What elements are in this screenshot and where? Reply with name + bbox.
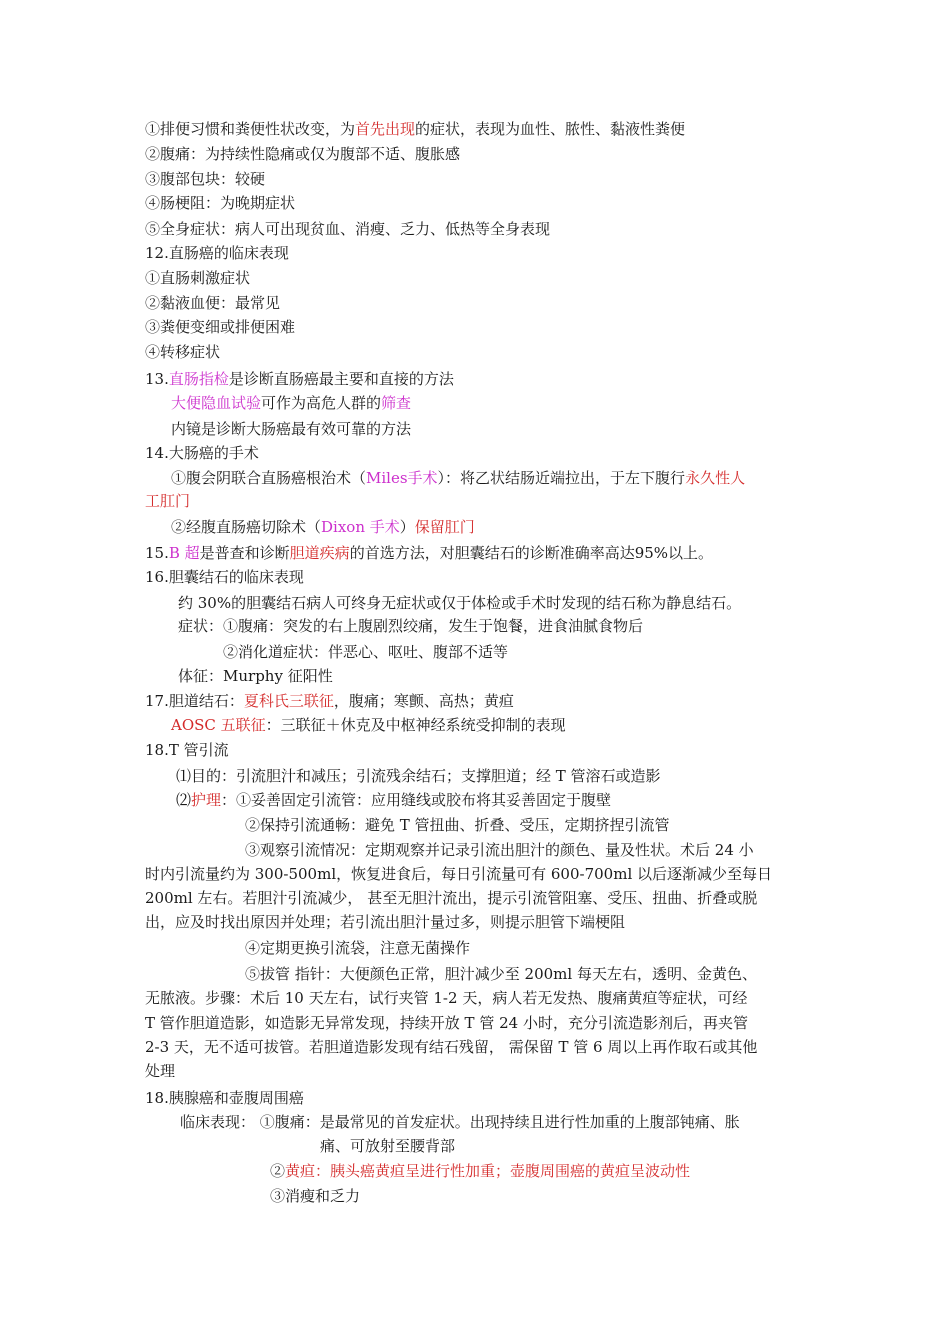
text-run: 200ml 左右。若胆汁引流减少， 甚至无胆汁流出，提示引流管阻塞、受压、扭曲、折叠或脱: [145, 889, 758, 907]
text-line: [171, 417, 411, 441]
text-line: [145, 191, 295, 215]
text-run: 护理: [191, 791, 222, 809]
text-run: 处理: [145, 1062, 176, 1080]
text-run: 临床表现： ①腹痛：是最常见的首发症状。出现持续且进行性加重的上腹部钝痛、胀: [180, 1113, 740, 1131]
section-heading: [145, 367, 454, 391]
text-run: 的症状，表现为血性、脓性、黏液性粪便: [415, 120, 686, 138]
text-line: [145, 340, 220, 364]
text-run: ①直肠刺激症状: [145, 269, 251, 287]
text-line: [145, 315, 295, 339]
text-line: [171, 515, 475, 539]
text-run: 体征：Murphy 征阳性: [178, 667, 333, 685]
text-run: ）: [399, 518, 415, 536]
text-run: 16.胆囊结石的临床表现: [145, 568, 304, 586]
text-line: [245, 838, 754, 862]
section-heading: [145, 441, 259, 465]
section-heading: [145, 689, 514, 713]
text-line: [145, 142, 460, 166]
text-run: 2-3 天，无不适可拔管。若胆道造影发现有结石残留， 需保留 T 管 6 周以上再作取石或其他: [145, 1038, 758, 1056]
text-line: [178, 614, 643, 638]
text-run: ）：将乙状结肠近端拉出，于左下腹行: [437, 469, 686, 487]
text-run: 是普查和诊断: [199, 544, 290, 562]
text-run: ④转移症状: [145, 343, 221, 361]
text-run: ：三联征＋休克及中枢神经系统受抑制的表现: [265, 716, 566, 734]
text-line: [145, 910, 625, 934]
text-line: [145, 1035, 757, 1059]
text-line: [176, 764, 661, 788]
text-line: [145, 291, 280, 315]
text-line: [178, 591, 741, 615]
text-run: 夏科氏三联征: [243, 692, 334, 710]
text-run: 13.: [145, 370, 169, 388]
text-line: [178, 664, 333, 688]
text-line: [145, 886, 757, 910]
text-run: T 管作胆道造影，如造影无异常发现，持续开放 T 管 24 小时，充分引流造影剂后，再夹管: [145, 1014, 748, 1032]
text-run: 是诊断直肠癌最主要和直接的方法: [228, 370, 454, 388]
section-heading: [145, 1086, 304, 1110]
section-heading: [145, 241, 289, 265]
text-line: [245, 936, 470, 960]
text-run: 工肛门: [145, 492, 191, 510]
text-line: [145, 217, 550, 241]
text-line: [270, 1159, 690, 1183]
text-run: ①排便习惯和粪便性状改变，为: [145, 120, 356, 138]
text-line: [223, 640, 508, 664]
text-run: ⑤拔管 指针：大便颜色正常，胆汁减少至 200ml 每天左右，透明、金黄色、: [245, 965, 757, 983]
text-line: [320, 1134, 455, 1158]
text-run: 内镜是诊断大肠癌最有效可靠的方法: [171, 420, 412, 438]
section-heading: [145, 541, 713, 565]
text-run: ③粪便变细或排便困难: [145, 318, 296, 336]
text-run: 筛查: [381, 394, 412, 412]
text-run: 时内引流量约为 300-500ml，恢复进食后，每日引流量可有 600-700ml 以后逐渐减少至每日: [145, 865, 773, 883]
text-run: 可作为高危人群的: [261, 394, 382, 412]
text-run: ③消瘦和乏力: [270, 1187, 361, 1205]
section-heading: [145, 565, 304, 589]
text-run: 无脓液。步骤：术后 10 天左右，试行夹管 1-2 天，病人若无发热、腹痛黄疸等症状，可经: [145, 989, 748, 1007]
text-run: 17.胆道结石：: [145, 692, 244, 710]
text-line: [145, 167, 265, 191]
text-line: [145, 1011, 748, 1035]
text-run: Miles手术: [366, 469, 438, 487]
text-run: 症状：①腹痛：突发的右上腹剧烈绞痛，发生于饱餐，进食油腻食物后: [178, 617, 644, 635]
text-run: 18.胰腺癌和壶腹周围癌: [145, 1089, 304, 1107]
text-run: ②: [270, 1162, 286, 1180]
text-run: ②黏液血便：最常见: [145, 294, 281, 312]
text-run: 的首选方法，对胆囊结石的诊断准确率高达95%以上。: [349, 544, 714, 562]
text-run: 约 30%的胆囊结石病人可终身无症状或仅于体检或手术时发现的结石称为静息结石。: [178, 594, 742, 612]
text-run: ⑵: [176, 791, 192, 809]
text-run: ③腹部包块：较硬: [145, 170, 266, 188]
text-run: ②经腹直肠癌切除术（: [171, 518, 322, 536]
text-run: 保留肛门: [414, 518, 475, 536]
text-line: [145, 1059, 175, 1083]
text-run: 15.: [145, 544, 169, 562]
text-run: AOSC 五联征: [171, 716, 266, 734]
text-line: [171, 466, 745, 490]
text-run: 首先出现: [355, 120, 416, 138]
text-line: [171, 391, 411, 415]
text-run: ，腹痛；寒颤、高热；黄疸: [333, 692, 514, 710]
text-run: ：①妥善固定引流管：应用缝线或胶布将其妥善固定于腹壁: [221, 791, 612, 809]
text-line: [145, 117, 685, 141]
text-run: ④定期更换引流袋，注意无菌操作: [245, 939, 471, 957]
text-line: [171, 713, 566, 737]
text-run: ②消化道症状：伴恶心、呕吐、腹部不适等: [223, 643, 509, 661]
text-run: Dixon 手术: [321, 518, 400, 536]
text-line: [245, 962, 757, 986]
text-line: [145, 266, 250, 290]
text-run: 12.直肠癌的临床表现: [145, 244, 289, 262]
text-run: ①腹会阴联合直肠癌根治术（: [171, 469, 367, 487]
text-run: 胆道疾病: [289, 544, 350, 562]
text-run: ④肠梗阻：为晚期症状: [145, 194, 296, 212]
text-line: [145, 986, 747, 1010]
text-run: 直肠指检: [168, 370, 229, 388]
text-run: 永久性人: [685, 469, 746, 487]
text-run: 14.大肠癌的手术: [145, 444, 259, 462]
text-line: [270, 1184, 360, 1208]
text-run: ⑤全身症状：病人可出现贫血、消瘦、乏力、低热等全身表现: [145, 220, 551, 238]
text-line: [245, 813, 670, 837]
text-run: ②腹痛：为持续性隐痛或仅为腹部不适、腹胀感: [145, 145, 461, 163]
text-run: 痛、可放射至腰背部: [320, 1137, 456, 1155]
text-run: 黄疸：胰头癌黄疸呈进行性加重；壶腹周围癌的黄疸呈波动性: [285, 1162, 691, 1180]
text-line: [145, 489, 190, 513]
text-run: ②保持引流通畅：避免 T 管扭曲、折叠、受压，定期挤捏引流管: [245, 816, 670, 834]
text-run: ⑴目的：引流胆汁和减压；引流残余结石；支撑胆道；经 T 管溶石或造影: [176, 767, 661, 785]
text-run: 大便隐血试验: [171, 394, 262, 412]
text-run: B 超: [168, 544, 200, 562]
text-run: ③观察引流情况：定期观察并记录引流出胆汁的颜色、量及性状。术后 24 小: [245, 841, 754, 859]
text-run: 出，应及时找出原因并处理；若引流出胆汁量过多，则提示胆管下端梗阻: [145, 913, 626, 931]
text-line: [145, 862, 772, 886]
text-line: [180, 1110, 740, 1134]
text-run: 18.T 管引流: [145, 741, 229, 759]
section-heading: [145, 738, 229, 762]
text-line: [176, 788, 611, 812]
